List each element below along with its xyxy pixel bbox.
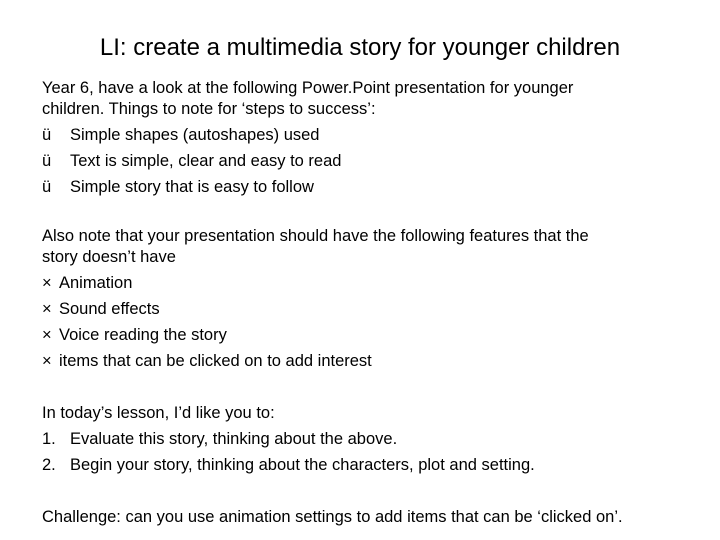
tick-icon: ü — [42, 152, 52, 170]
cross-icon: × — [42, 352, 52, 370]
list-item — [42, 426, 702, 452]
list-item — [42, 148, 702, 174]
list-item — [42, 348, 702, 374]
intro-line-1: Year 6, have a look at the following Power.Point presentation for younger — [42, 79, 574, 97]
list-item — [42, 296, 702, 322]
features-line-1: Also note that your presentation should have the following features that the — [42, 227, 589, 245]
list-item — [42, 122, 702, 148]
tick-icon: ü — [42, 126, 52, 144]
challenge-text: Challenge: can you use animation settings to add items that can be ‘clicked on’. — [42, 508, 623, 526]
cross-icon: × — [42, 300, 52, 318]
features-paragraph — [42, 226, 702, 270]
list-item-text: items that can be clicked on to add interest — [59, 352, 372, 370]
steps-to-success-list — [42, 122, 702, 200]
spacer — [42, 374, 702, 400]
list-item — [42, 174, 702, 200]
lesson-intro: In today’s lesson, I’d like you to: — [42, 404, 275, 422]
slide-title: LI: create a multimedia story for younger children — [99, 34, 621, 61]
list-item — [42, 270, 702, 296]
list-item-text: Text is simple, clear and easy to read — [70, 152, 342, 170]
list-number: 2. — [42, 456, 56, 474]
spacer — [42, 200, 702, 226]
list-number: 1. — [42, 430, 56, 448]
list-item-text: Sound effects — [59, 300, 160, 318]
list-item-text: Voice reading the story — [59, 326, 227, 344]
spacer — [42, 478, 702, 504]
lesson-tasks-list — [42, 426, 702, 478]
missing-features-list — [42, 270, 702, 374]
list-item — [42, 322, 702, 348]
list-item-text: Begin your story, thinking about the characters, plot and setting. — [70, 456, 535, 474]
cross-icon: × — [42, 274, 52, 292]
list-item-text: Animation — [59, 274, 133, 292]
features-line-2: story doesn’t have — [42, 248, 176, 266]
intro-paragraph — [42, 78, 702, 122]
slide-body — [42, 78, 702, 530]
tick-icon: ü — [42, 178, 52, 196]
list-item-text: Evaluate this story, thinking about the above. — [70, 430, 398, 448]
cross-icon: × — [42, 326, 52, 344]
list-item-text: Simple shapes (autoshapes) used — [70, 126, 320, 144]
list-item — [42, 452, 702, 478]
list-item-text: Simple story that is easy to follow — [70, 178, 314, 196]
intro-line-2: children. Things to note for ‘steps to success’: — [42, 100, 376, 118]
